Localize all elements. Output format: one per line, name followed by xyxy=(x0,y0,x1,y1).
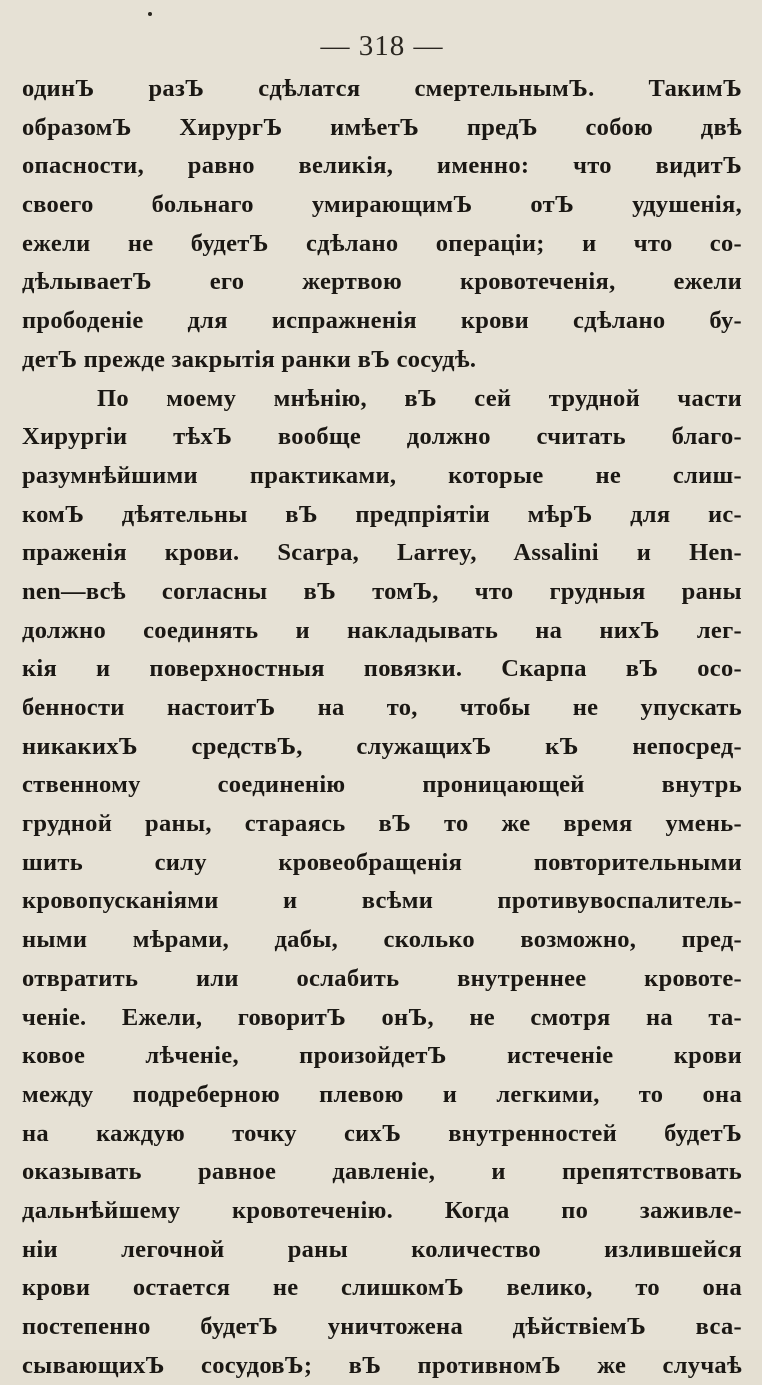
text-line: образомЪ ХирургЪ имѣетЪ предЪ собою двѣ xyxy=(22,113,742,141)
text-line: оказывать равное давленіе, и препятствовать xyxy=(22,1158,742,1186)
text-line: между подреберною плевою и легкими, то она xyxy=(22,1080,742,1108)
text-line: кровопусканіями и всѣми противувоспалитель- xyxy=(22,887,742,915)
text-line: отвратить или ослабить внутреннее кровоте- xyxy=(22,964,742,992)
page-number: — 318 — xyxy=(320,30,444,62)
text-line: бенности настоитЪ на то, чтобы не упускать xyxy=(22,694,742,721)
text-line: должно соединять и накладывать на нихЪ лег- xyxy=(22,616,742,644)
text-line: прободеніе для испражненія крови сдѣлано бу- xyxy=(22,307,742,335)
page-body-text xyxy=(22,70,742,1385)
text-line: крови остается не слишкомЪ велико, то она xyxy=(22,1274,742,1302)
text-line: ежели не будетЪ сдѣлано операціи; и что со- xyxy=(22,229,742,257)
text-line: Хирургіи тѣхЪ вообще должно считать благо- xyxy=(22,423,742,451)
text-line: комЪ дѣятельны вЪ предпріятіи мѣрЪ для ис- xyxy=(22,500,742,528)
text-line: праженія крови. Scarpa, Larrey, Assalini и Hen- xyxy=(22,539,742,567)
text-line: сывающихЪ сосудовЪ; вЪ противномЪ же случаѣ xyxy=(22,1351,742,1379)
text-line: детЪ прежде закрытія ранки вЪ сосудѣ. xyxy=(22,345,477,373)
text-line: на каждую точку сихЪ внутренностей будетЪ xyxy=(22,1119,742,1147)
text-line: ковое лѣченіе, произойдетЪ истеченіе крови xyxy=(22,1042,742,1070)
text-line: опасности, равно великія, именно: что видитЪ xyxy=(22,152,742,180)
text-line: nen—всѣ согласны вЪ томЪ, что грудныя раны xyxy=(22,577,742,605)
ink-speck xyxy=(148,12,152,16)
text-line: разумнѣйшими практиками, которые не слиш- xyxy=(22,461,742,489)
text-line: ными мѣрами, дабы, сколько возможно, пред- xyxy=(22,926,742,954)
text-line: грудной раны, стараясь вЪ то же время умень- xyxy=(22,810,742,838)
text-line: ченіе. Ежели, говоритЪ онЪ, не смотря на та- xyxy=(22,1003,742,1031)
text-line: По моему мнѣнію, вЪ сей трудной части xyxy=(97,384,742,412)
text-line: дѣлываетЪ его жертвою кровотеченія, ежели xyxy=(22,268,742,296)
text-line: своего больнаго умирающимЪ отЪ удушенія, xyxy=(22,191,742,219)
text-line: ніи легочной раны количество излившейся xyxy=(22,1235,742,1263)
text-line: ственному соединенію проницающей внутрь xyxy=(22,771,742,799)
text-line: постепенно будетЪ уничтожена дѣйствіемЪ вса- xyxy=(22,1313,742,1340)
text-line: никакихЪ средствЪ, служащихЪ кЪ непосред- xyxy=(22,732,742,760)
text-line: дальнѣйшему кровотеченію. Когда по заживле- xyxy=(22,1196,742,1224)
text-line: одинЪ разЪ сдѣлатся смертельнымЪ. ТакимЪ xyxy=(22,75,742,102)
text-line: шить силу кровеобращенія повторительными xyxy=(22,848,742,876)
text-line: кія и поверхностныя повязки. Скарпа вЪ осо- xyxy=(22,655,742,683)
